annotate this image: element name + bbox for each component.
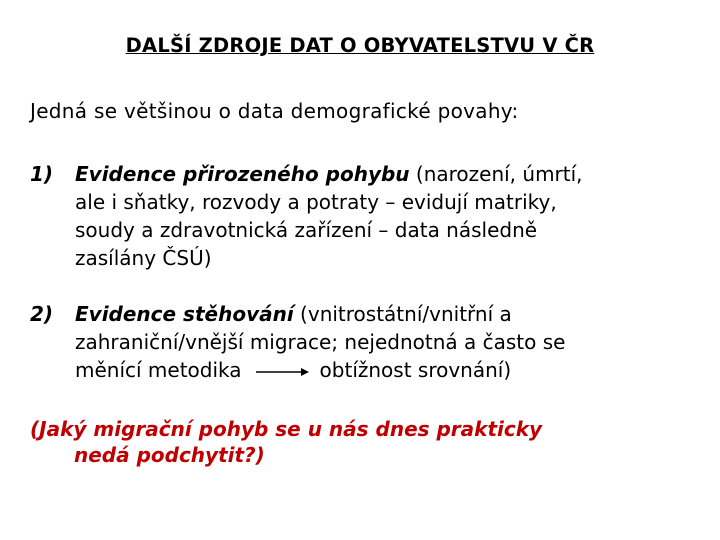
list-item-natural-movement (30, 160, 720, 272)
list-item-text: soudy a zdravotnická zařízení – data následně (75, 218, 538, 242)
question-line: nedá podchytit?) (74, 443, 265, 467)
question-text (30, 416, 710, 468)
list-item-text: zahraniční/vnější migrace; nejednotná a často se (75, 330, 566, 354)
list-item-text: zasílány ČSÚ) (75, 246, 212, 270)
list-item-body (75, 300, 720, 384)
list-item-text: ale i sňatky, rozvody a potraty – evidují matriky, (75, 190, 557, 214)
list-item-text: (vnitrostátní/vnitřní a (293, 302, 512, 326)
question-line: (Jaký migrační pohyb se u nás dnes prakticky (30, 417, 543, 441)
list-item-migration (30, 300, 720, 384)
list-item-heading: Evidence stěhování (75, 302, 294, 326)
list-item-text: (narození, úmrtí, (409, 162, 583, 186)
list-item-heading: Evidence přirozeného pohybu (75, 162, 410, 186)
list-item-text: měnící metodika (75, 358, 242, 382)
page-title: DALŠÍ ZDROJE DAT O OBYVATELSTVU V ČR (125, 34, 595, 57)
arrow-right-icon (254, 366, 310, 378)
list-item-text: obtížnost srovnání) (319, 358, 512, 382)
intro-text: Jedná se většinou o data demografické povahy: (30, 99, 519, 123)
list-item-number: 2) (30, 302, 54, 326)
list-item-number: 1) (30, 162, 54, 186)
list-item-body (75, 160, 720, 272)
